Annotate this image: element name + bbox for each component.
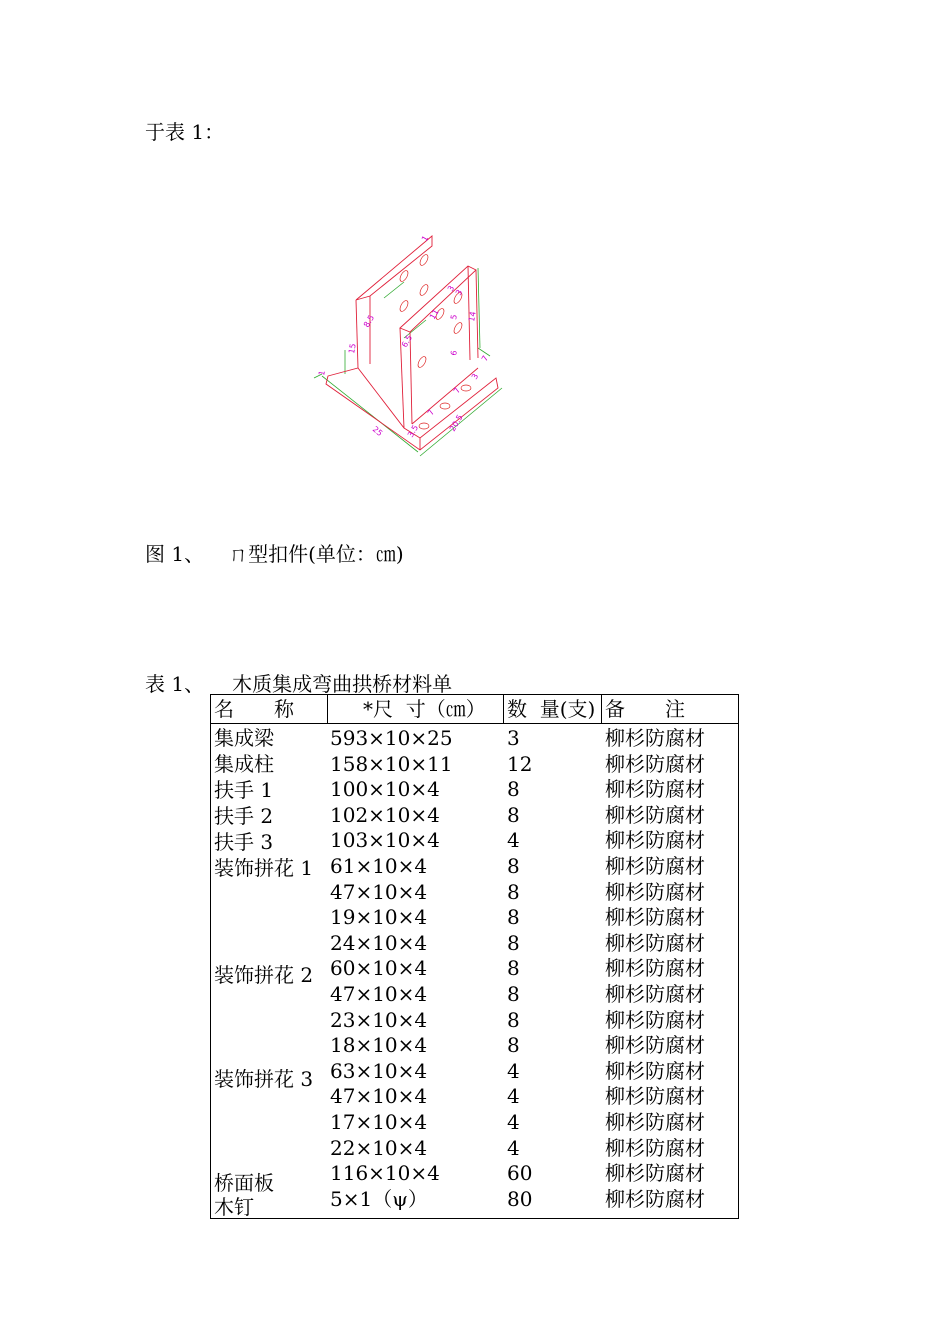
note-cell: 柳杉防腐材 [605,1161,705,1186]
dim-label: 14 [467,310,478,323]
materials-table [210,694,739,1219]
note-cell: 柳杉防腐材 [605,777,705,802]
note-cell: 柳杉防腐材 [605,1186,705,1211]
size-cell: 102×10×4 [330,802,440,827]
name-cell: 扶手 1 [214,778,274,802]
name-cell: 木钉 [214,1195,254,1219]
header-note: 备 注 [605,697,685,721]
size-cell: 17×10×4 [330,1110,428,1134]
qty-cell: 8 [507,982,520,1006]
qty-cell: 4 [507,1058,520,1083]
size-cell: 116×10×4 [330,1161,440,1186]
dim-label: 15 [347,342,358,355]
qty-cell: 4 [507,1084,520,1109]
size-cell: 60×10×4 [330,956,428,981]
note-cell: 柳杉防腐材 [605,879,705,904]
size-cell: 5×1（ψ） [330,1186,428,1211]
name-cell: 装饰拼花 1 [214,856,314,880]
name-cell: 扶手 2 [214,804,274,828]
figure-caption [145,538,404,567]
dim-label: 25 [370,424,385,439]
note-cell: 柳杉防腐材 [605,930,705,955]
note-cell: 柳杉防腐材 [605,1110,705,1134]
dim-label: 7 [451,386,463,395]
dim-label: 3 [453,288,465,297]
dim-label: 1 [419,234,431,243]
table-caption [145,668,452,697]
qty-cell: 8 [507,1007,520,1032]
size-cell: 103×10×4 [330,828,440,853]
qty-cell: 4 [507,1110,520,1134]
note-cell: 柳杉防腐材 [605,828,705,853]
qty-cell: 80 [507,1186,533,1211]
table-header [211,695,738,724]
dim-label: 11 [427,307,441,321]
note-cell: 柳杉防腐材 [605,956,705,981]
dim-label: 7 [479,354,491,363]
dim-label: 3 [445,284,457,293]
column-divider [327,695,328,723]
note-cell: 柳杉防腐材 [605,982,705,1006]
qty-cell: 4 [507,828,520,853]
name-cell: 装饰拼花 3 [214,1067,314,1091]
note-cell: 柳杉防腐材 [605,726,705,750]
dim-label: 20.5 [447,413,465,433]
header-qty: 数 量(支) [507,697,596,721]
qty-cell: 8 [507,1033,520,1058]
table-caption-label: 表 1、 [145,672,205,696]
size-cell: 61×10×4 [330,854,428,878]
qty-cell: 8 [507,802,520,827]
intro-text: 于表 1： [145,120,225,144]
name-cell: 集成梁 [214,726,274,750]
dim-label: 8.5 [361,313,377,329]
header-name: 名 称 [214,697,294,721]
qty-cell: 3 [507,726,520,750]
size-cell: 63×10×4 [330,1058,428,1083]
qty-cell: 8 [507,930,520,955]
column-divider [601,695,602,723]
column-divider [503,695,504,723]
note-cell: 柳杉防腐材 [605,751,705,776]
note-cell: 柳杉防腐材 [605,802,705,827]
qty-cell: 8 [507,879,520,904]
dim-label: 3.5 [405,423,421,439]
qty-cell: 12 [507,751,533,776]
note-cell: 柳杉防腐材 [605,854,705,878]
size-cell: 47×10×4 [330,879,428,904]
note-cell: 柳杉防腐材 [605,1033,705,1058]
qty-cell: 8 [507,905,520,930]
size-cell: 100×10×4 [330,777,440,802]
note-cell: 柳杉防腐材 [605,1058,705,1083]
note-cell: 柳杉防腐材 [605,905,705,930]
dim-label: 5 [449,313,459,321]
name-cell: 装饰拼花 2 [214,963,314,987]
size-cell: 593×10×25 [330,726,453,750]
size-cell: 18×10×4 [330,1033,428,1058]
name-cell: 桥面板 [214,1171,274,1195]
note-cell: 柳杉防腐材 [605,1007,705,1032]
dim-label: 6 [449,349,459,357]
size-cell: 19×10×4 [330,905,428,930]
qty-cell: 4 [507,1135,520,1160]
qty-cell: 60 [507,1161,533,1186]
dim-label: 6.5 [399,333,415,349]
dim-label: 3 [469,372,481,381]
header-size: *尺 寸（㎝） [363,697,486,721]
dim-label: 7 [425,408,437,417]
name-cell: 集成柱 [214,752,274,776]
size-cell: 24×10×4 [330,930,428,955]
qty-cell: 8 [507,956,520,981]
size-cell: 47×10×4 [330,1084,428,1109]
table-caption-text: 木质集成弯曲拱桥材料单 [232,672,453,696]
size-cell: 158×10×11 [330,751,453,776]
note-cell: 柳杉防腐材 [605,1135,705,1160]
figure-caption-text: ㄇ型扣件(单位：㎝) [228,542,404,566]
size-cell: 22×10×4 [330,1135,428,1160]
qty-cell: 8 [507,854,520,878]
qty-cell: 8 [507,777,520,802]
figure-caption-label: 图 1、 [145,542,205,566]
note-cell: 柳杉防腐材 [605,1084,705,1109]
size-cell: 47×10×4 [330,982,428,1006]
size-cell: 23×10×4 [330,1007,428,1032]
name-cell: 扶手 3 [214,830,274,854]
bracket-drawing [300,228,520,476]
dim-label: 1 [317,369,327,377]
